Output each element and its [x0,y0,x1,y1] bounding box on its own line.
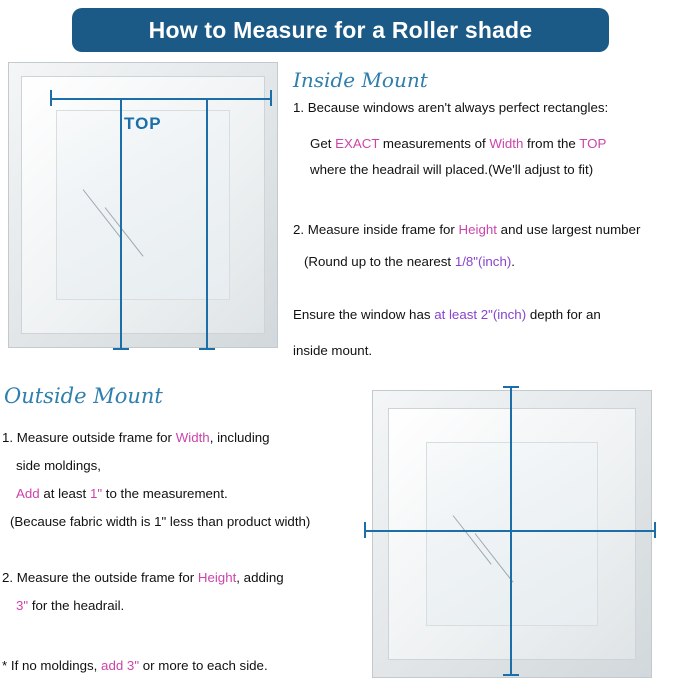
height-measure-line-left [120,98,122,350]
emphasis-width: Width [175,430,210,445]
emphasis-top: TOP [579,136,607,151]
outside-mount-step1-line4: (Because fabric width is 1" less than product width) [10,514,311,529]
width-measure-line [364,530,656,532]
window-glass [56,110,230,300]
width-measure-line [50,98,272,100]
height-measure-line-right [206,98,208,350]
text-fragment: * If no moldings, [2,658,102,673]
page-title: How to Measure for a Roller shade [148,16,533,43]
emphasis-depth: at least 2"(inch) [434,307,527,322]
outside-mount-step2-line2 [16,596,124,616]
outside-mount-step2-line1 [2,568,284,588]
outside-mount-heading: Outside Mount [4,384,163,408]
emphasis-add: Add [16,486,40,501]
inside-mount-note-line2: inside mount. [293,343,373,358]
text-fragment: . [511,254,515,269]
outside-mount-footnote [2,656,268,676]
inside-mount-step1-line3: where the headrail will placed.(We'll adjust to fit) [310,162,594,177]
emphasis-width: Width [489,136,524,151]
inside-mount-window-illustration [8,62,278,348]
page-title-banner [72,8,609,52]
height-measure-end-cap-right [199,348,215,350]
text-fragment: at least [39,486,90,501]
height-measure-end-cap-top [503,386,519,388]
emphasis-inch: 1" [89,486,103,501]
text-fragment: for the headrail. [28,598,125,613]
text-fragment: Ensure the window has [293,307,435,322]
text-fragment: 2. Measure inside frame for [293,222,459,237]
width-measure-end-cap-right [270,90,272,106]
glass-reflection-streak [83,189,122,238]
text-fragment: or more to each side. [139,658,268,673]
emphasis-fraction: 1/8"(inch) [454,254,512,269]
text-fragment: (Round up to the nearest [304,254,455,269]
text-fragment: 1. Measure outside frame for [2,430,176,445]
window-glass [426,442,598,626]
text-fragment: , adding [236,570,284,585]
emphasis-exact: EXACT [335,136,380,151]
text-fragment: 2. Measure the outside frame for [2,570,198,585]
outside-mount-step1-line1 [2,428,270,448]
inside-mount-step1-line2 [310,134,606,154]
outside-mount-step1-line2: side moldings, [16,458,101,473]
text-fragment: , including [209,430,270,445]
text-fragment: from the [523,136,580,151]
inside-mount-note-line1 [293,305,601,325]
glass-reflection-streak [475,533,514,582]
outside-mount-window-illustration [372,390,652,678]
width-measure-end-cap-left [50,90,52,106]
inside-mount-heading: Inside Mount [293,68,428,92]
text-fragment: measurements of [379,136,490,151]
width-measure-end-cap-right [654,522,656,538]
outside-mount-step1-line3 [16,484,228,504]
inside-mount-step2-line2 [304,252,515,272]
emphasis-height: Height [197,570,237,585]
inside-mount-step1-line1: 1. Because windows aren't always perfect rectangles: [293,100,609,115]
emphasis-height: Height [458,222,497,237]
text-fragment: and use largest number [496,222,641,237]
glass-reflection-streak [453,515,492,564]
inside-mount-step2-line1 [293,220,640,240]
emphasis-inch: 3" [16,598,29,613]
glass-reflection-streak [105,207,144,256]
text-fragment: to the measurement. [102,486,228,501]
height-measure-end-cap-left [113,348,129,350]
top-label: TOP [124,114,162,133]
text-fragment: Get [310,136,336,151]
height-measure-end-cap-bottom [503,674,519,676]
width-measure-end-cap-left [364,522,366,538]
text-fragment: depth for an [526,307,601,322]
emphasis-add: add 3" [101,658,140,673]
